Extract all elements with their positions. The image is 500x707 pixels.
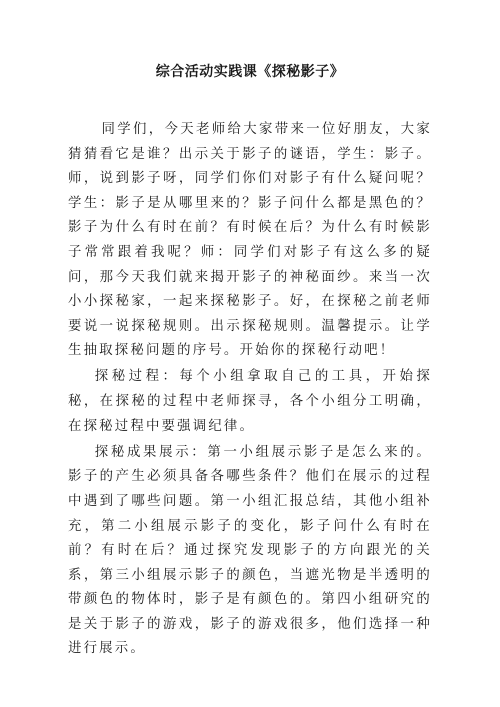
- paragraph-results: 探秘成果展示：第一小组展示影子是怎么来的。影子的产生必须具备各哪些条件？他们在展示的过程中遇到了哪些问题。第一小组汇报总结，其他小组补充，第二小组展示影子的变化，影子问什么有时在前？有时在后？通过探究发现影子的方向跟光的关系，第三小组展示影子的颜色，当遮光物是半透明的带颜色的物体时，影子是有颜色的。第四小组研究的是关于影子的游戏，影子的游戏很多，他们选择一种进行展示。: [68, 444, 432, 657]
- paragraph-intro: 同学们，今天老师给大家带来一位好朋友，大家猜猜看它是谁？出示关于影子的谜语，学生：影子。师，说到影子呀，同学们你们对影子有什么疑问呢？学生：影子是从哪里来的？影子问什么都是黑色的？影子为什么有时在前？有时候在后？为什么有时候影子常常跟着我呢？师：同学们对影子有这么多的疑问，那今天我们就来揭开影子的神秘面纱。来当一次小小探秘家，一起来探秘影子。好，在探秘之前老师要说一说探秘规则。出示探秘规则。温馨提示。让学生抽取探秘问题的序号。开始你的探秘行动吧！: [68, 122, 432, 359]
- paragraph-process: 探秘过程：每个小组拿取自己的工具，开始探秘，在探秘的过程中老师探寻，各个小组分工明确，在探秘过程中要强调纪律。: [68, 369, 432, 434]
- document-title: 综合活动实践课《探秘影子》: [155, 64, 345, 80]
- document-body: [68, 118, 432, 664]
